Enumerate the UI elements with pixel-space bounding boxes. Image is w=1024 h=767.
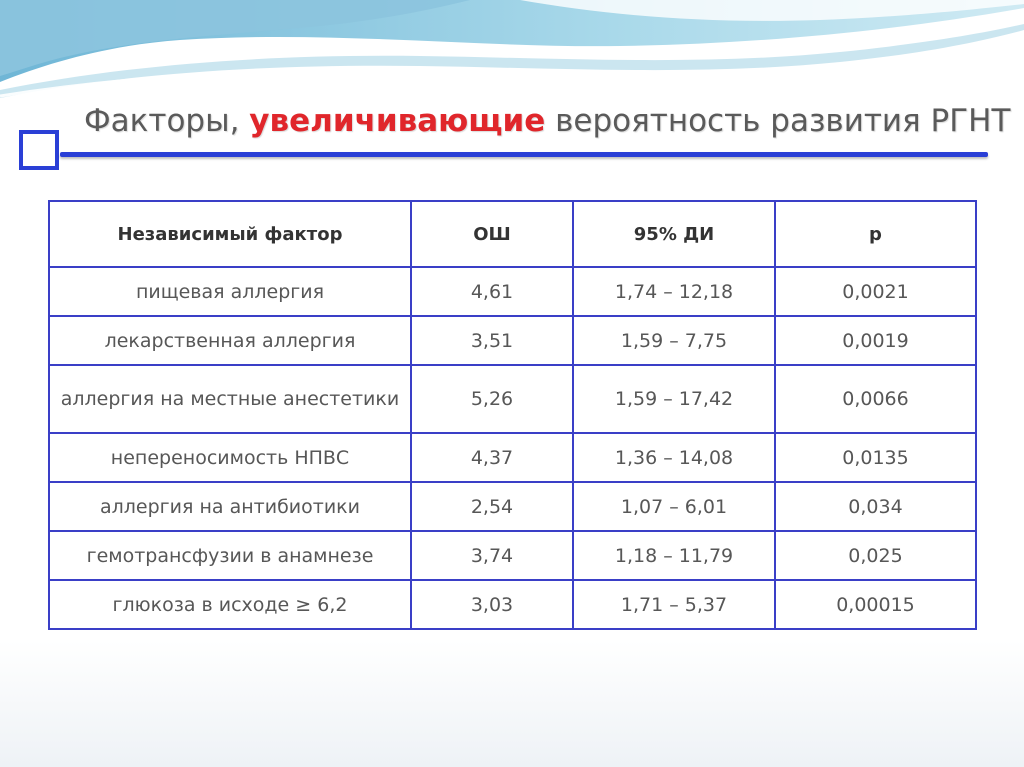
- table-row: [49, 316, 976, 365]
- table-row: [49, 531, 976, 580]
- cell-odds-ratio: 4,61: [411, 267, 573, 316]
- slide-title: [84, 103, 1010, 139]
- title-accent: увеличивающие: [249, 103, 546, 139]
- table-row: [49, 482, 976, 531]
- cell-p-value: 0,0066: [775, 365, 976, 433]
- title-suffix: вероятность развития РГНТ: [545, 103, 1011, 139]
- cell-confidence-interval: 1,18 – 11,79: [573, 531, 775, 580]
- cell-confidence-interval: 1,36 – 14,08: [573, 433, 775, 482]
- title-marker-box: [19, 130, 59, 170]
- header-confidence-interval: 95% ДИ: [573, 201, 775, 267]
- cell-odds-ratio: 3,03: [411, 580, 573, 629]
- cell-factor: глюкоза в исходе ≥ 6,2: [49, 580, 411, 629]
- cell-confidence-interval: 1,74 – 12,18: [573, 267, 775, 316]
- header-p-value: р: [775, 201, 976, 267]
- table-header-row: [49, 201, 976, 267]
- cell-p-value: 0,0021: [775, 267, 976, 316]
- cell-factor: пищевая аллергия: [49, 267, 411, 316]
- table-row: [49, 433, 976, 482]
- cell-odds-ratio: 4,37: [411, 433, 573, 482]
- table-row: [49, 267, 976, 316]
- cell-confidence-interval: 1,71 – 5,37: [573, 580, 775, 629]
- title-underline: [60, 152, 988, 157]
- cell-odds-ratio: 3,74: [411, 531, 573, 580]
- factors-table: [48, 200, 977, 630]
- cell-p-value: 0,0135: [775, 433, 976, 482]
- cell-confidence-interval: 1,07 – 6,01: [573, 482, 775, 531]
- table-row: [49, 365, 976, 433]
- cell-factor: аллергия на антибиотики: [49, 482, 411, 531]
- cell-factor: аллергия на местные анестетики: [49, 365, 411, 433]
- cell-factor: непереносимость НПВС: [49, 433, 411, 482]
- header-factor: Независимый фактор: [49, 201, 411, 267]
- decorative-wave-header: [0, 0, 1024, 100]
- cell-confidence-interval: 1,59 – 17,42: [573, 365, 775, 433]
- cell-p-value: 0,00015: [775, 580, 976, 629]
- table-row: [49, 580, 976, 629]
- cell-p-value: 0,0019: [775, 316, 976, 365]
- cell-p-value: 0,025: [775, 531, 976, 580]
- cell-factor: лекарственная аллергия: [49, 316, 411, 365]
- cell-p-value: 0,034: [775, 482, 976, 531]
- title-prefix: Факторы,: [84, 103, 250, 139]
- cell-factor: гемотрансфузии в анамнезе: [49, 531, 411, 580]
- cell-confidence-interval: 1,59 – 7,75: [573, 316, 775, 365]
- cell-odds-ratio: 2,54: [411, 482, 573, 531]
- cell-odds-ratio: 3,51: [411, 316, 573, 365]
- cell-odds-ratio: 5,26: [411, 365, 573, 433]
- header-odds-ratio: ОШ: [411, 201, 573, 267]
- slide-background: [0, 640, 1024, 767]
